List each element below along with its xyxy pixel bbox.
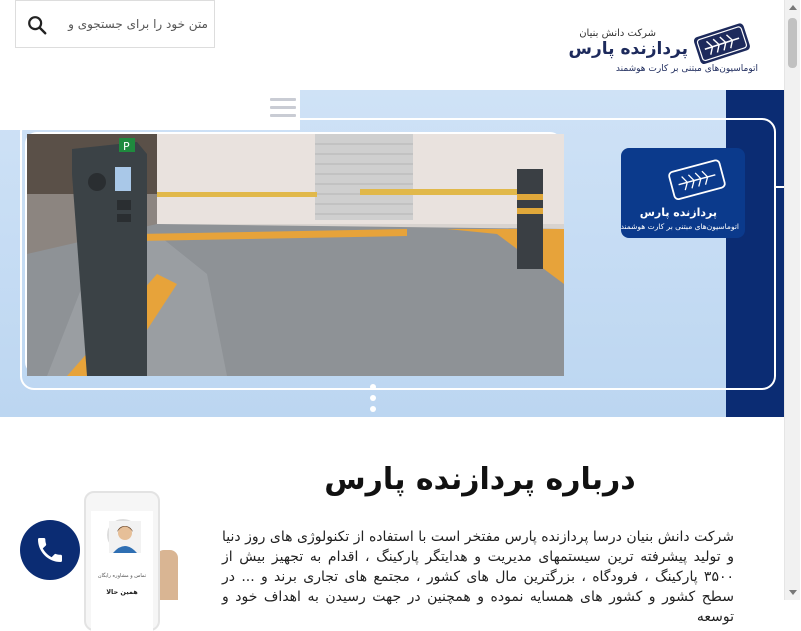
phone-caption: تماس و مشاوره رایگان (97, 573, 147, 579)
phone-cta-text: همین حالا (106, 588, 138, 596)
phone-screen (91, 511, 153, 631)
phone-mockup (84, 491, 160, 631)
logo-tagline: اتوماسیون‌های مبتنی بر کارت هوشمند (615, 64, 758, 74)
promo-logo-card (621, 148, 745, 238)
logo-name: پردازنده پارس (568, 39, 688, 59)
hamburger-menu-icon[interactable] (270, 98, 296, 120)
site-header (0, 0, 784, 90)
about-title: درباره پردازنده پارس (324, 462, 636, 497)
menu-bar (0, 90, 300, 130)
logo-company-line: شرکت دانش بنیان (579, 28, 656, 39)
support-agent-avatar (107, 519, 139, 551)
parking-barrier-photo (25, 132, 562, 374)
slider-dot[interactable] (370, 384, 376, 390)
slider-dot[interactable] (370, 406, 376, 412)
promo-card-name: پردازنده پارس (639, 206, 717, 219)
smart-card-logo-icon (661, 160, 731, 200)
slider-pagination (369, 384, 377, 418)
scroll-down-arrow-icon[interactable] (785, 584, 801, 600)
search-box (15, 0, 215, 48)
search-input[interactable] (54, 9, 210, 39)
smart-card-logo-icon (688, 24, 754, 64)
hero-frame-connector (775, 186, 784, 188)
about-description: شرکت دانش بنیان درسا پردازنده پارس مفتخر است با استفاده از تکنولوژی های روز دنیا و تولید پیشرفته ترین سیستمهای مدیریت و هدایتگر پارکینگ ، اقدام به تجهیز بیش از ۳۵۰۰ پارکینگ ، فرودگاه ، بزرگترین مال های کشور ، مجتمع های تجاری برند و ... در سطح کشور و کشور های همسایه نموده و همچنین در جهت رسیدن به اهداف خود و توسعه (222, 529, 734, 625)
call-button[interactable] (20, 520, 80, 580)
promo-card-tagline: اتوماسیون‌های مبتنی بر کارت هوشمند (620, 222, 739, 231)
phone-icon (34, 534, 66, 566)
scrollbar-thumb[interactable] (788, 18, 797, 68)
site-logo[interactable] (568, 22, 758, 78)
scroll-up-arrow-icon[interactable] (785, 0, 801, 16)
svg-text:P: P (123, 140, 130, 153)
search-icon[interactable] (26, 14, 48, 36)
slider-dot[interactable] (370, 395, 376, 401)
page-scrollbar[interactable] (784, 0, 800, 600)
